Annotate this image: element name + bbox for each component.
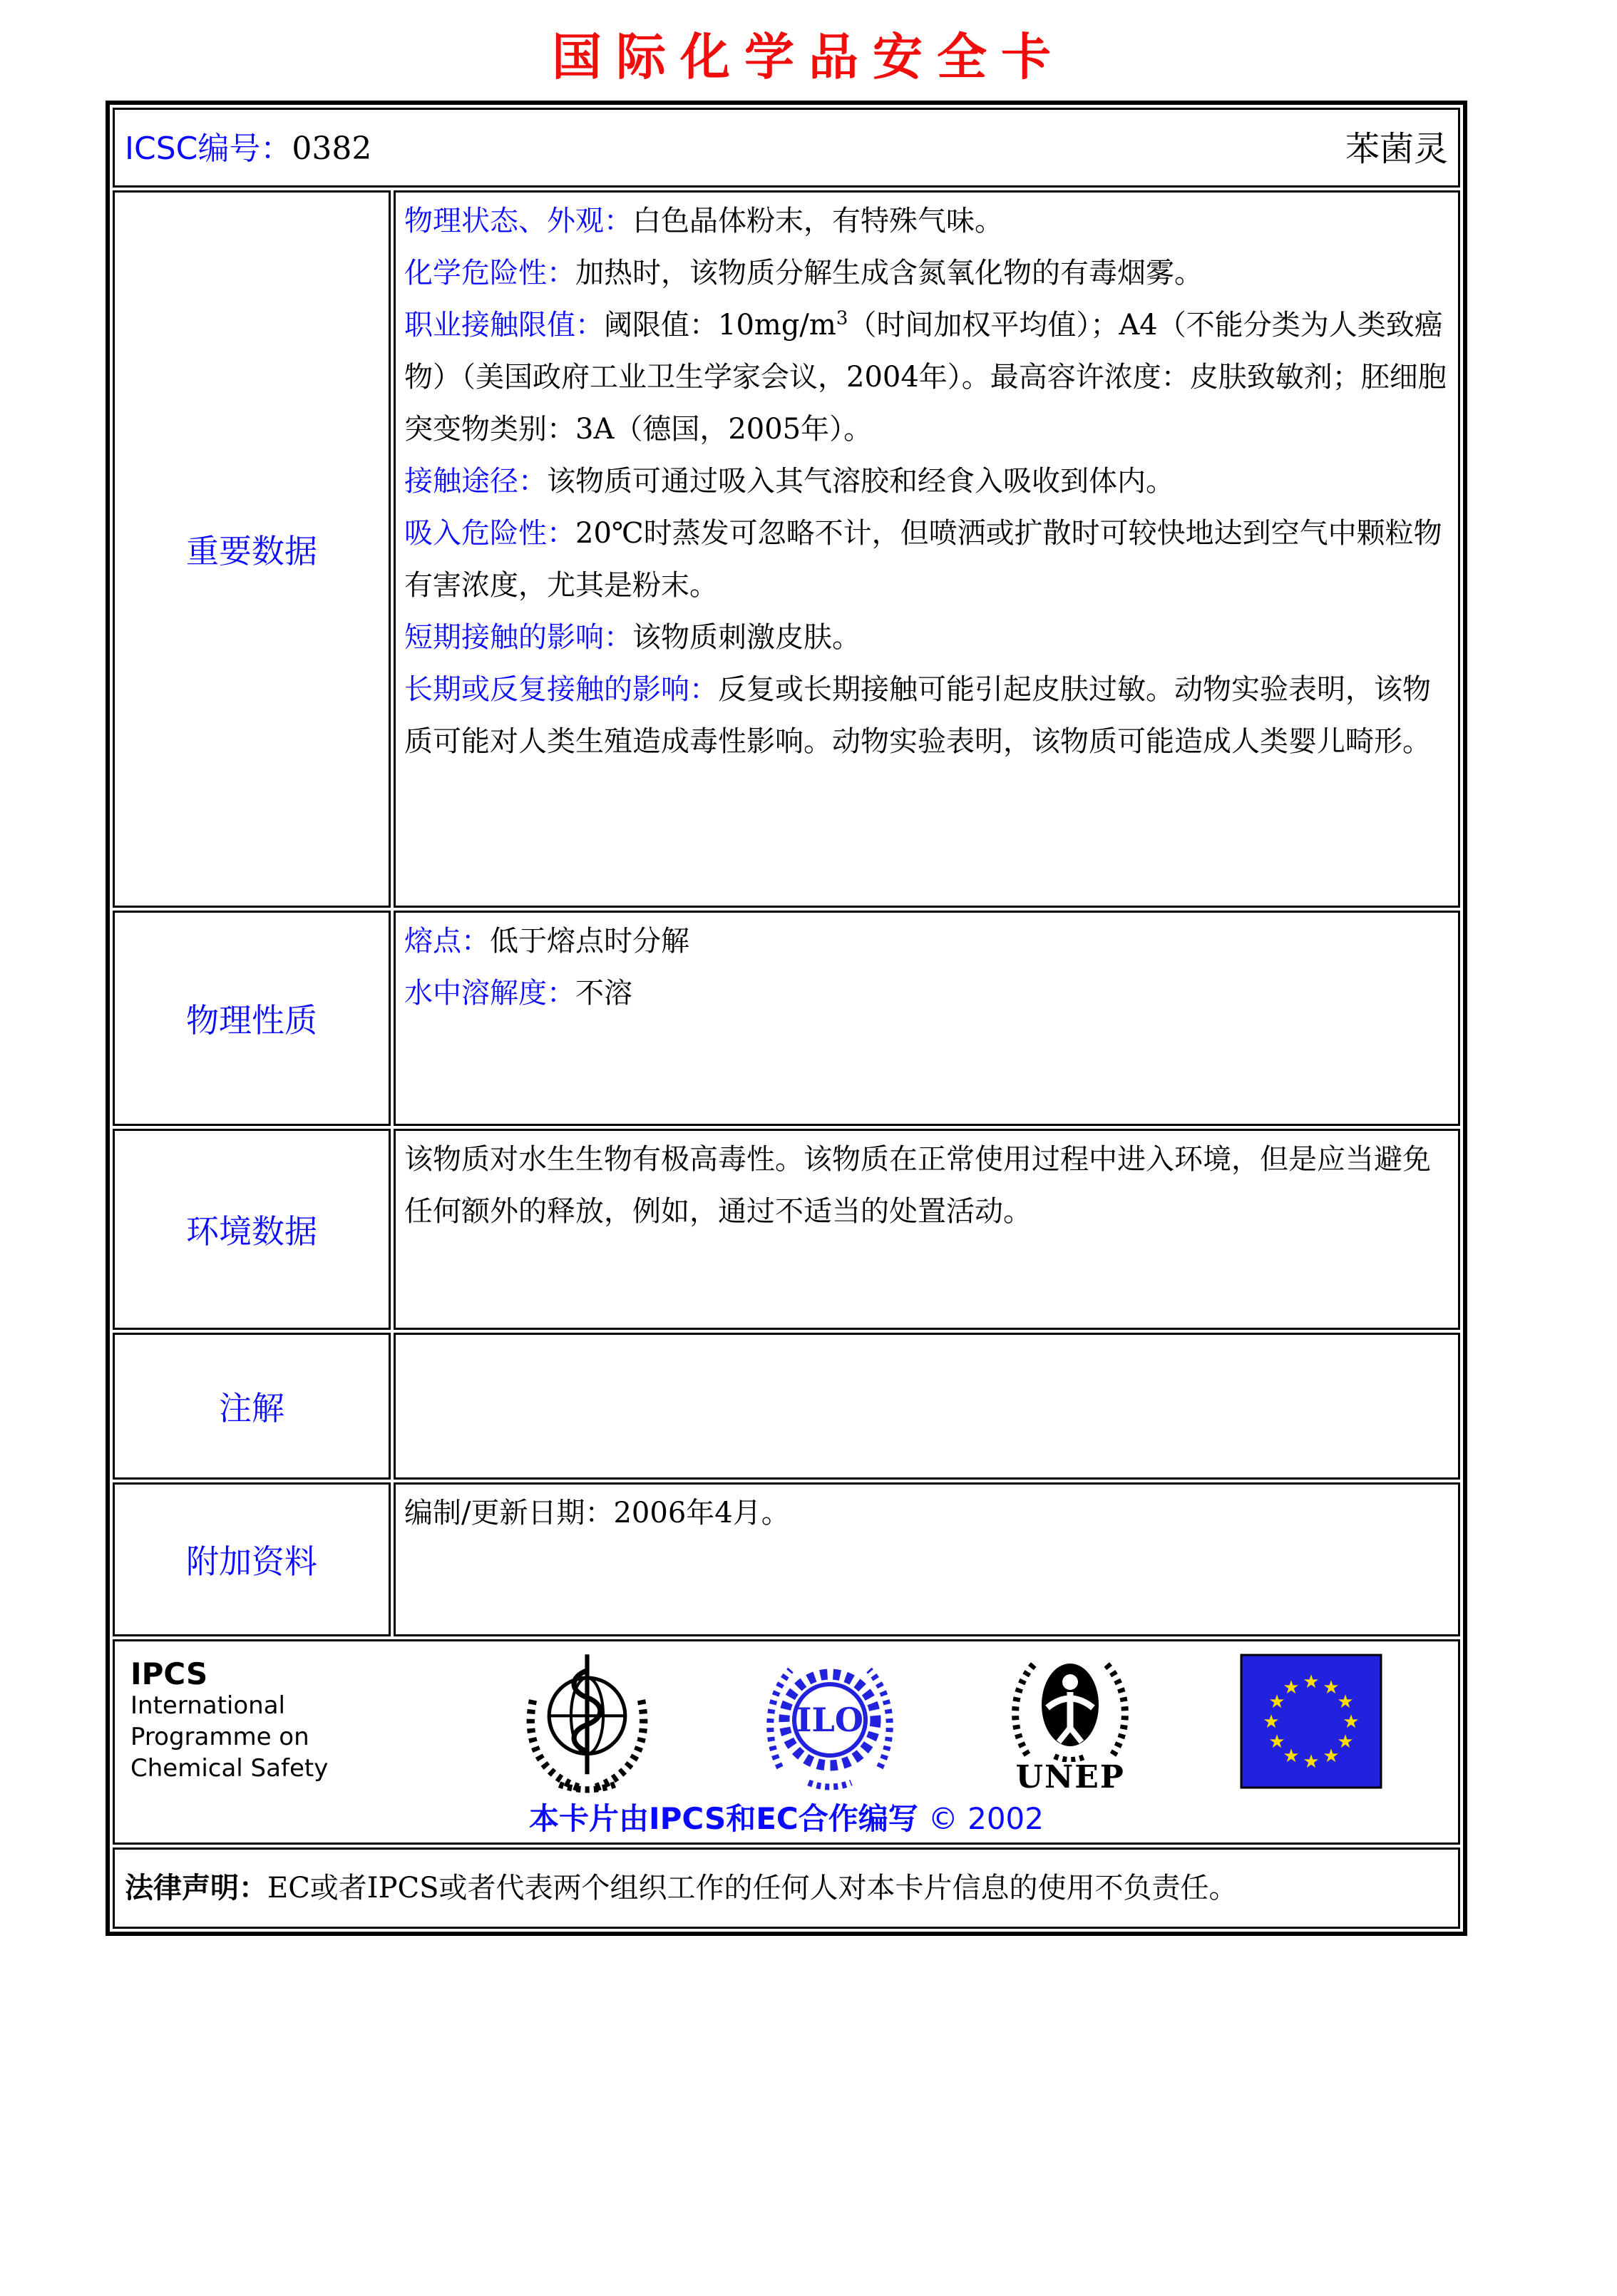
entry-long-term-effects: 长期或反复接触的影响：反复或长期接触可能引起皮肤过敏。动物实验表明，该物质可能对人类生殖造成毒性影响。动物实验表明，该物质可能造成人类婴儿畸形。 (404, 673, 1431, 758)
card-caption: 本卡片由IPCS和EC合作编写 © 2002 (528, 1801, 1044, 1836)
unep-label: UNEP (1015, 1758, 1125, 1795)
environmental-data-content (394, 1129, 1460, 1330)
svg-text:★: ★ (1283, 1746, 1300, 1767)
svg-text:★: ★ (1303, 1671, 1320, 1693)
section-label-important: 重要数据 (113, 190, 391, 908)
svg-text:★: ★ (1263, 1711, 1280, 1733)
unep-logo-icon (999, 1648, 1141, 1762)
notes-row (113, 1333, 1460, 1480)
legal-notice-cell (113, 1847, 1460, 1929)
entry-inhalation-risk: 吸入危险性：20℃时蒸发可忽略不计，但喷洒或扩散时可较快地达到空气中颗粒物有害浓度，尤其是粉末。 (404, 517, 1442, 602)
chemical-name: 苯菌灵 (1345, 129, 1448, 169)
copyright: © 2002 (928, 1801, 1044, 1836)
unep-logo-block (999, 1648, 1141, 1795)
important-data-row (113, 190, 1460, 908)
icsc-number-label: ICSC编号： (125, 130, 292, 167)
entry-short-term-effects: 短期接触的影响：该物质刺激皮肤。 (404, 621, 861, 654)
section-label-physical: 物理性质 (113, 911, 391, 1126)
section-label-additional: 附加资料 (113, 1482, 391, 1636)
entry-exposure-routes: 接触途径：该物质可通过吸入其气溶胶和经食入吸收到体内。 (404, 465, 1174, 498)
icsc-card-table (106, 101, 1467, 1936)
header-row (113, 108, 1460, 188)
svg-text:★: ★ (1323, 1677, 1340, 1698)
entry-occupational-limit: 职业接触限值：阈限值：$10mg/m^3$（时间加权平均值）；A4（不能分类为人类致癌物）（美国政府工业卫生学家会议，2004年）。最高容许浓度：皮肤致敏剂；胚细胞突变物类别：3A（德国，2005年）。 (404, 307, 1447, 446)
svg-text:★: ★ (1268, 1731, 1285, 1753)
section-label-notes: 注解 (113, 1333, 391, 1480)
entry-chemical-danger: 化学危险性：加热时，该物质分解生成含氮氧化物的有毒烟雾。 (404, 257, 1203, 289)
card-header-cell (113, 108, 1460, 188)
entry-update-date: 编制/更新日期：2006年4月。 (404, 1497, 790, 1529)
svg-text:★: ★ (1337, 1731, 1354, 1753)
additional-info-content (394, 1482, 1460, 1636)
eu-flag-icon (1240, 1654, 1382, 1789)
entry-environment: 该物质对水生生物有极高毒性。该物质在正常使用过程中进入环境，但是应当避免任何额外的释放，例如，通过不适当的处置活动。 (404, 1143, 1431, 1228)
section-label-environment: 环境数据 (113, 1129, 391, 1330)
logos-row (113, 1639, 1460, 1845)
additional-info-row (113, 1482, 1460, 1636)
entry-water-solubility: 水中溶解度：不溶 (404, 977, 632, 1010)
legal-notice-label: 法律声明： (125, 1872, 267, 1905)
legal-row (113, 1847, 1460, 1929)
ipcs-text-block: IPCS International Programme on Chemical Safety (130, 1659, 416, 1784)
notes-content (394, 1333, 1460, 1480)
icsc-number-value: 0382 (292, 130, 372, 167)
ipcs-acronym: IPCS (130, 1656, 208, 1691)
ilo-logo-icon (759, 1650, 901, 1793)
entry-melting-point: 熔点：低于熔点时分解 (404, 925, 689, 958)
svg-text:★: ★ (1268, 1691, 1285, 1713)
physical-properties-row (113, 911, 1460, 1126)
svg-text:★: ★ (1323, 1746, 1340, 1767)
legal-notice-text: EC或者IPCS或者代表两个组织工作的任何人对本卡片信息的使用不负责任。 (267, 1872, 1238, 1905)
physical-properties-content (394, 911, 1460, 1126)
svg-text:★: ★ (1337, 1691, 1354, 1713)
who-logo-icon (514, 1649, 660, 1795)
entry-physical-state: 物理状态、外观：白色晶体粉末，有特殊气味。 (404, 205, 1003, 237)
exponent: 3 (836, 307, 848, 329)
environmental-data-row (113, 1129, 1460, 1330)
organizations-cell (113, 1639, 1460, 1845)
svg-text:★: ★ (1303, 1751, 1320, 1773)
important-data-content (394, 190, 1460, 908)
page-title: 国际化学品安全卡 (552, 28, 1065, 86)
svg-text:★: ★ (1343, 1711, 1360, 1733)
svg-text:★: ★ (1283, 1677, 1300, 1698)
svg-text:ILO: ILO (796, 1701, 863, 1739)
